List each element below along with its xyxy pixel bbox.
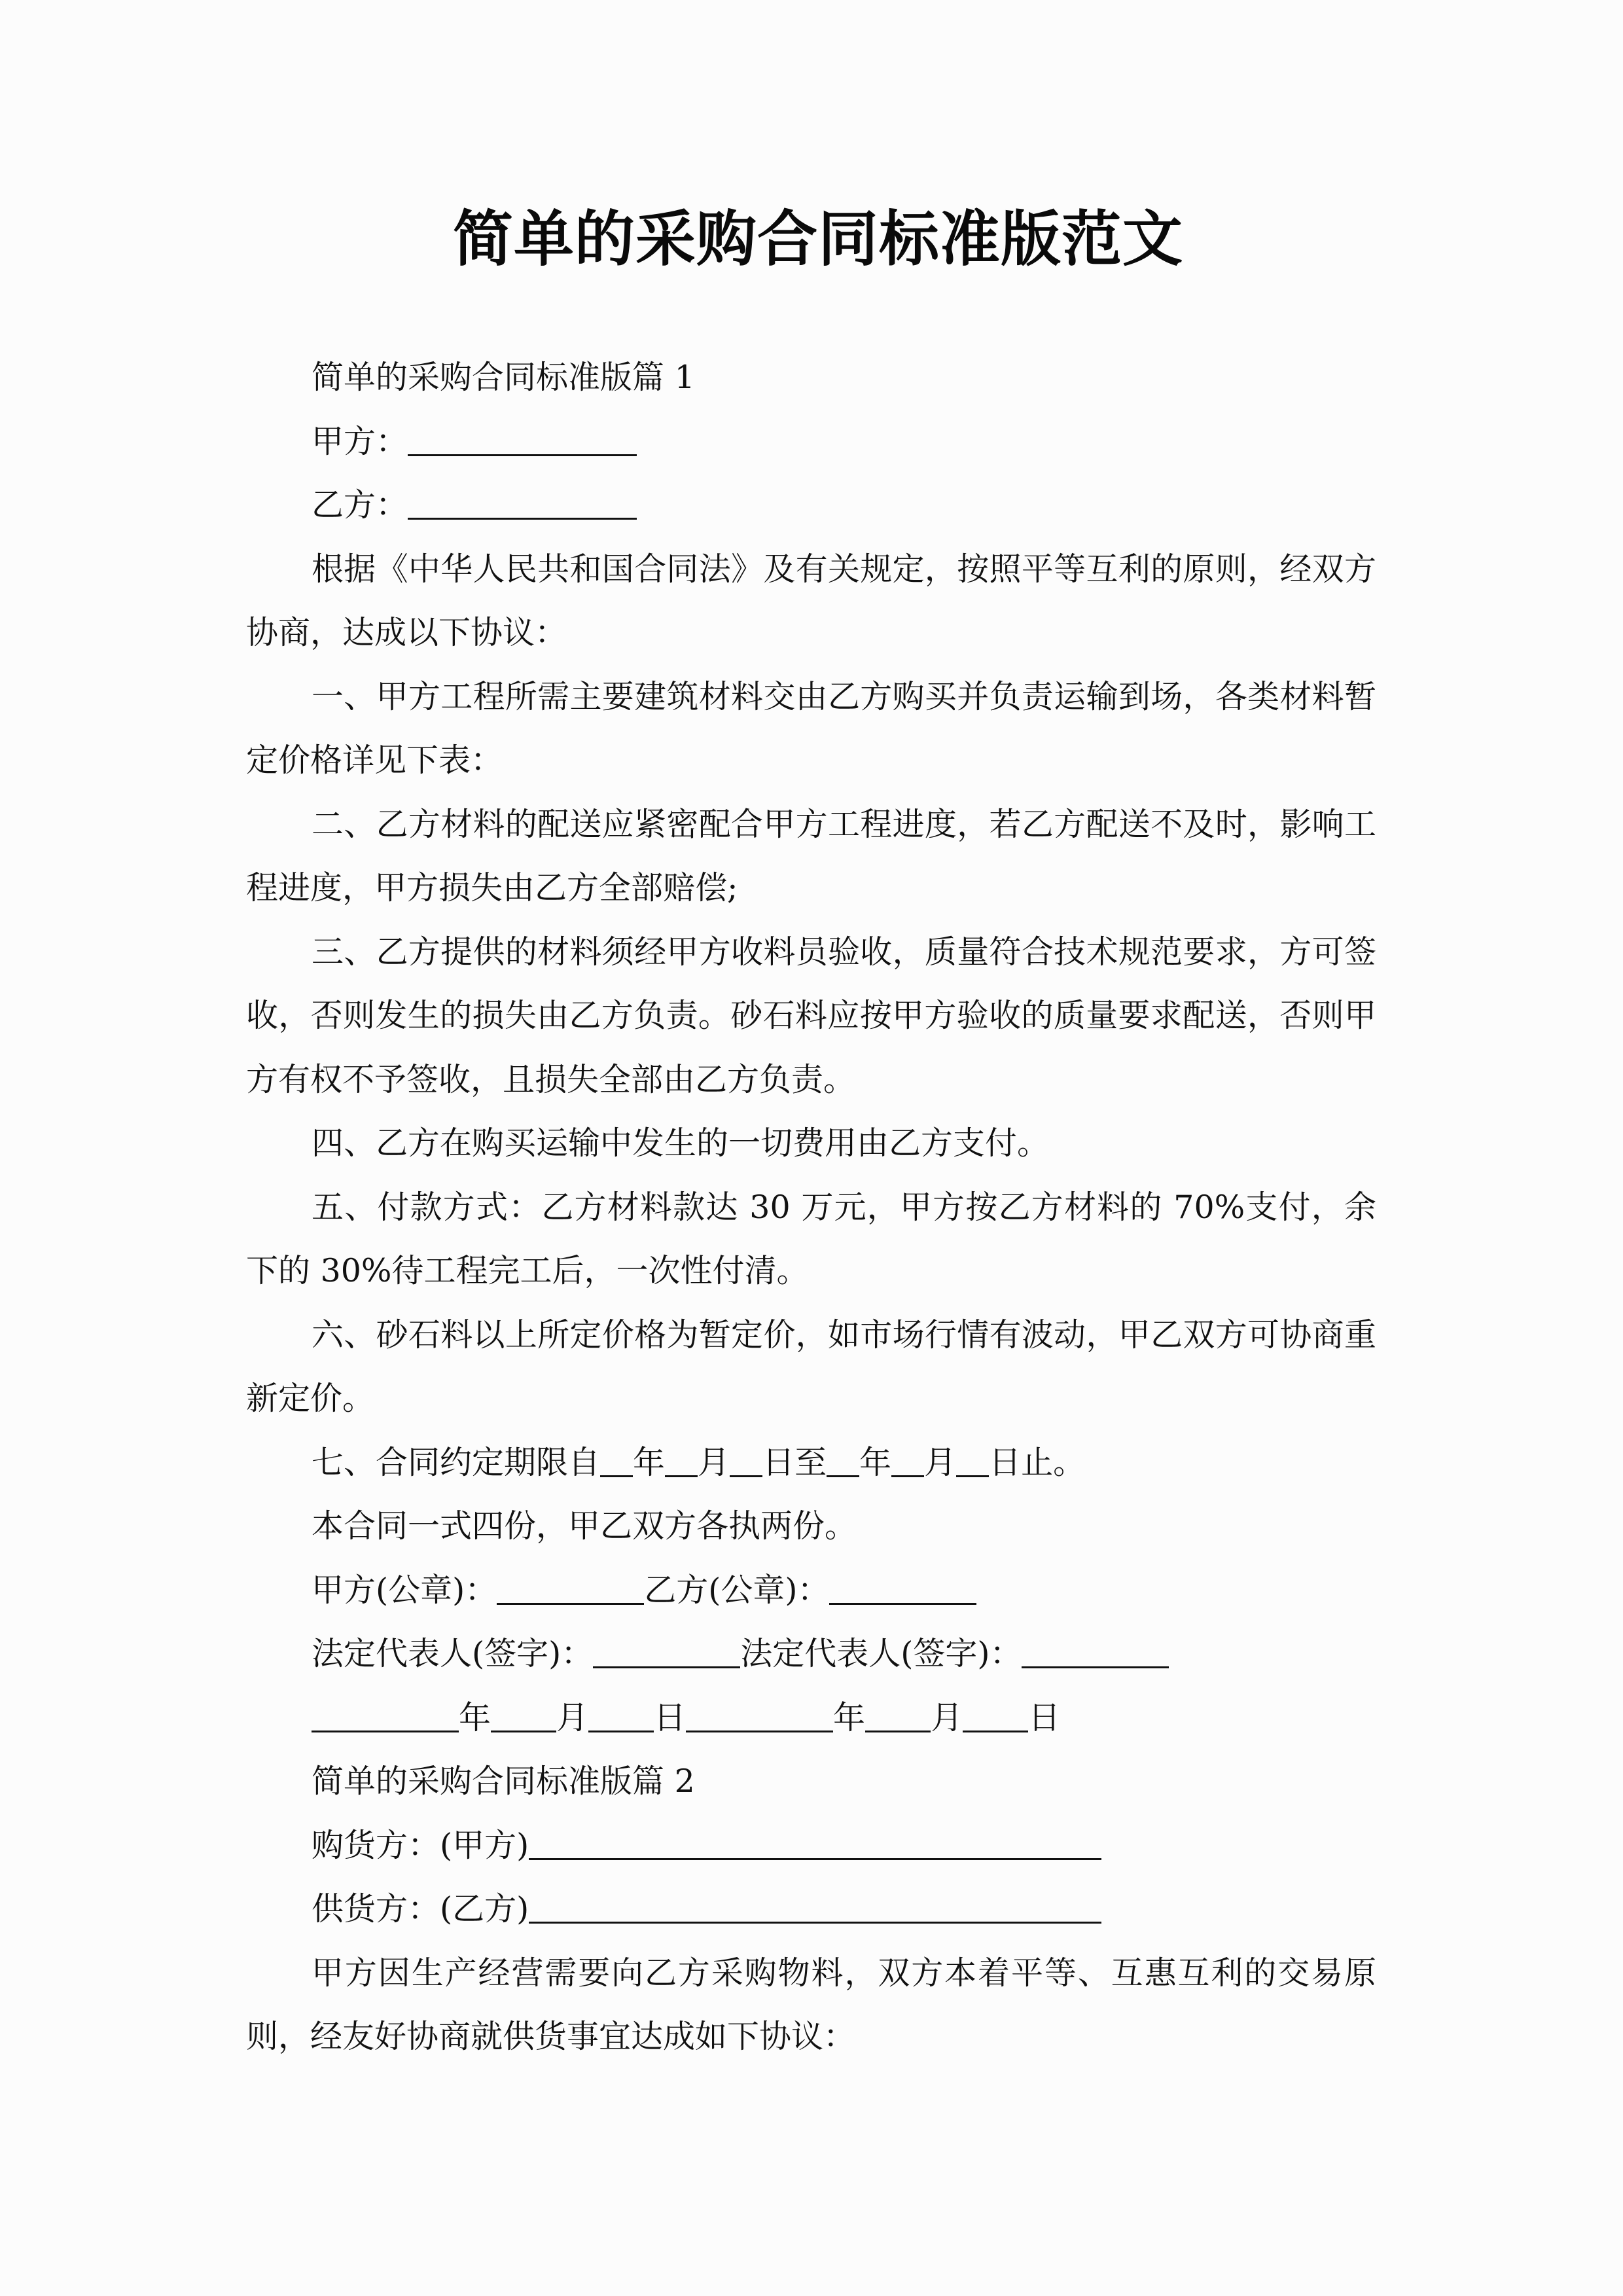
year-label: 年 xyxy=(459,1698,491,1736)
seal-a-label: 甲方(公章)： xyxy=(312,1571,497,1609)
seal-line xyxy=(246,1558,1376,1623)
supplier-line xyxy=(246,1877,1376,1941)
month-label: 月 xyxy=(931,1698,963,1736)
day-label: 日 xyxy=(1028,1698,1061,1736)
day-label: 日 xyxy=(989,1443,1022,1481)
to-label: 至 xyxy=(794,1443,827,1481)
seal-a-blank[interactable] xyxy=(497,1577,644,1605)
representative-line xyxy=(246,1622,1376,1686)
party-b-line xyxy=(246,473,1376,537)
year-label: 年 xyxy=(833,1698,866,1736)
month-label: 月 xyxy=(924,1443,957,1481)
date-a-year-blank[interactable] xyxy=(312,1704,459,1732)
supplier-label: 供货方：(乙方) xyxy=(312,1890,529,1928)
section-2-intro: 甲方因生产经营需要向乙方采购物料，双方本着平等、互惠互利的交易原则，经友好协商就供货事宜达成如下协议： xyxy=(246,1954,1376,2055)
date-b-year-blank[interactable] xyxy=(686,1704,833,1732)
clause-4: 四、乙方在购买运输中发生的一切费用由乙方支付。 xyxy=(312,1124,1050,1162)
party-a-blank[interactable] xyxy=(408,428,637,456)
document-title: 简单的采购合同标准版范文 xyxy=(452,204,1183,274)
document-body xyxy=(246,346,1376,2069)
section-2-heading: 简单的采购合同标准版篇 2 xyxy=(312,1763,695,1800)
start-day-blank[interactable] xyxy=(730,1449,762,1477)
term-prefix: 七、合同约定期限自 xyxy=(312,1443,601,1481)
party-b-blank[interactable] xyxy=(408,492,637,520)
day-label: 日 xyxy=(654,1698,687,1736)
clause-1: 一、甲方工程所需主要建筑材料交由乙方购买并负责运输到场，各类材料暂定价格详见下表： xyxy=(246,677,1376,779)
section-1-heading: 简单的采购合同标准版篇 1 xyxy=(312,359,695,396)
buyer-blank[interactable] xyxy=(529,1832,1101,1860)
date-b-month-blank[interactable] xyxy=(865,1704,931,1732)
buyer-label: 购货方：(甲方) xyxy=(312,1826,529,1864)
clause-6: 六、砂石料以上所定价格为暂定价，如市场行情有波动，甲乙双方可协商重新定价。 xyxy=(246,1316,1376,1417)
party-a-line xyxy=(246,410,1376,474)
rep-a-blank[interactable] xyxy=(593,1640,740,1668)
month-label: 月 xyxy=(698,1443,730,1481)
year-label: 年 xyxy=(633,1443,666,1481)
clause-3: 三、乙方提供的材料须经甲方收料员验收，质量符合技术规范要求，方可签收，否则发生的损失由乙方负责。砂石料应按甲方验收的质量要求配送，否则甲方有权不予签收，且损失全部由乙方负责。 xyxy=(246,933,1376,1098)
date-a-month-blank[interactable] xyxy=(491,1704,556,1732)
end-label: 止。 xyxy=(1021,1443,1086,1481)
party-b-label: 乙方： xyxy=(312,486,408,524)
clause-7-term xyxy=(246,1431,1376,1495)
date-b-day-blank[interactable] xyxy=(963,1704,1028,1732)
end-month-blank[interactable] xyxy=(891,1449,924,1477)
signing-date-line xyxy=(246,1686,1376,1750)
rep-a-label: 法定代表人(签字)： xyxy=(312,1635,594,1672)
seal-b-label: 乙方(公章)： xyxy=(644,1571,830,1609)
date-a-day-blank[interactable] xyxy=(588,1704,654,1732)
day-label: 日 xyxy=(762,1443,795,1481)
intro-paragraph: 根据《中华人民共和国合同法》及有关规定，按照平等互利的原则，经双方协商，达成以下协议： xyxy=(246,550,1376,651)
end-year-blank[interactable] xyxy=(827,1449,859,1477)
start-year-blank[interactable] xyxy=(600,1449,633,1477)
start-month-blank[interactable] xyxy=(665,1449,698,1477)
copies-line: 本合同一式四份，甲乙双方各执两份。 xyxy=(312,1507,857,1545)
rep-b-blank[interactable] xyxy=(1022,1640,1169,1668)
party-a-label: 甲方： xyxy=(312,422,408,460)
clause-5: 五、付款方式：乙方材料款达 30 万元，甲方按乙方材料的 70%支付，余下的 30%待工程完工后，一次性付清。 xyxy=(246,1188,1376,1289)
rep-b-label: 法定代表人(签字)： xyxy=(740,1635,1022,1672)
end-day-blank[interactable] xyxy=(956,1449,989,1477)
month-label: 月 xyxy=(556,1698,589,1736)
seal-b-blank[interactable] xyxy=(829,1577,976,1605)
year-label: 年 xyxy=(859,1443,892,1481)
clause-2: 二、乙方材料的配送应紧密配合甲方工程进度，若乙方配送不及时，影响工程进度，甲方损失由乙方全部赔偿; xyxy=(246,805,1376,906)
buyer-line xyxy=(246,1814,1376,1878)
supplier-blank[interactable] xyxy=(529,1895,1101,1924)
